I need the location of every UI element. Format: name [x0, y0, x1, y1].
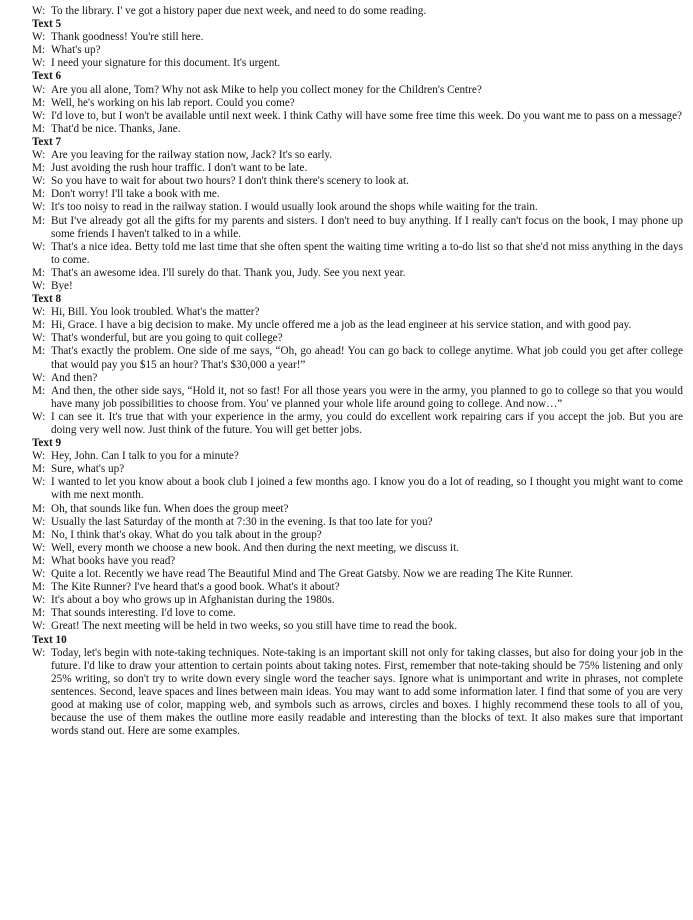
dialogue-text: That'd be nice. Thanks, Jane. [51, 122, 181, 135]
speaker-label: M: [32, 44, 46, 57]
speaker-label: W: [32, 83, 46, 96]
speaker-label: M: [32, 345, 46, 358]
dialogue-line [32, 215, 683, 241]
dialogue-text: Hi, Grace. I have a big decision to make. My uncle offered me a job as the lead engineer at his service station, and with good pay. [51, 319, 632, 332]
speaker-label: W: [32, 240, 46, 253]
speaker-label: W: [32, 371, 46, 384]
speaker-label: M: [32, 214, 46, 227]
speaker-label: W: [32, 31, 46, 44]
dialogue-text: And then, the other side says, “Hold it, not so fast! For all those years you were in the army, you planned to go to college so that you would have many job possibilities to choose from. You' ve planned your whole life around going to college. And now…” [51, 384, 683, 410]
speaker-label: M: [32, 162, 46, 175]
dialogue-line [32, 647, 683, 739]
speaker-label: M: [32, 122, 46, 135]
speaker-label: W: [32, 568, 46, 581]
dialogue-text: What's up? [51, 44, 101, 57]
dialogue-line [32, 110, 683, 123]
dialogue-line [32, 31, 683, 44]
section-heading: Text 9 [32, 437, 62, 450]
speaker-label: M: [32, 188, 46, 201]
dialogue-text: So you have to wait for about two hours? I don't think there's scenery to look at. [51, 175, 409, 188]
speaker-label: W: [32, 450, 46, 463]
speaker-label: W: [32, 476, 46, 489]
speaker-label: W: [32, 57, 46, 70]
dialogue-text: And then? [51, 371, 98, 384]
dialogue-line [32, 280, 683, 293]
dialogue-text: I can see it. It's true that with your experience in the army, you could do excellent work repairing cars if you accept the job. But you are doing very well now. Just think of the future. You will get better jobs. [51, 410, 683, 436]
dialogue-text: Just avoiding the rush hour traffic. I don't want to be late. [51, 162, 308, 175]
dialogue-text: Don't worry! I'll take a book with me. [51, 188, 220, 201]
dialogue-text: Great! The next meeting will be held in two weeks, so you still have time to read the book. [51, 620, 458, 633]
speaker-label: W: [32, 541, 46, 554]
speaker-label: W: [32, 279, 46, 292]
speaker-label: M: [32, 463, 46, 476]
dialogue-line [32, 581, 683, 594]
speaker-label: W: [32, 175, 46, 188]
dialogue-line [32, 385, 683, 411]
dialogue-line [32, 411, 683, 437]
dialogue-line [32, 372, 683, 385]
dialogue-text: Hi, Bill. You look troubled. What's the matter? [51, 306, 260, 319]
speaker-label: W: [32, 410, 46, 423]
speaker-label: W: [32, 109, 46, 122]
dialogue-line [32, 5, 683, 18]
dialogue-text: Oh, that sounds like fun. When does the group meet? [51, 502, 289, 515]
dialogue-line [32, 463, 683, 476]
dialogue-line [32, 542, 683, 555]
dialogue-line [32, 162, 683, 175]
dialogue-line [32, 306, 683, 319]
dialogue-text: That's exactly the problem. One side of me says, “Oh, go ahead! You can go back to college anytime. What job could you get after college that would pay you $15 an hour? That's $30,000 a year!” [51, 345, 683, 371]
dialogue-line [32, 503, 683, 516]
dialogue-text: Sure, what's up? [51, 463, 125, 476]
dialogue-line [32, 201, 683, 214]
dialogue-text: That's an awesome idea. I'll surely do that. Thank you, Judy. See you next year. [51, 266, 406, 279]
speaker-label: M: [32, 554, 46, 567]
dialogue-text: The Kite Runner? I've heard that's a good book. What's it about? [51, 581, 340, 594]
speaker-label: M: [32, 319, 46, 332]
dialogue-text: I'd love to, but I won't be available until next week. I think Cathy will have some free time this week. Do you want me to pass on a message? [51, 109, 682, 122]
speaker-label: W: [32, 201, 46, 214]
dialogue-line [32, 97, 683, 110]
speaker-label: M: [32, 384, 46, 397]
dialogue-text: To the library. I' ve got a history paper due next week, and need to do some reading. [51, 5, 427, 17]
section-heading: Text 5 [32, 18, 62, 31]
dialogue-text: It's too noisy to read in the railway station. I would usually look around the shops while waiting for the train. [51, 201, 538, 214]
dialogue-line [32, 450, 683, 463]
speaker-label: W: [32, 594, 46, 607]
dialogue-text: Bye! [51, 279, 73, 292]
dialogue-text: That's wonderful, but are you going to quit college? [51, 332, 283, 345]
dialogue-line [32, 620, 683, 633]
dialogue-line [32, 123, 683, 136]
dialogue-text: No, I think that's okay. What do you talk about in the group? [51, 528, 322, 541]
speaker-label: W: [32, 5, 46, 17]
dialogue-line [32, 267, 683, 280]
speaker-label: W: [32, 149, 46, 162]
dialogue-text: What books have you read? [51, 554, 176, 567]
dialogue-text: Today, let's begin with note-taking techniques. Note-taking is an important skill not only for taking classes, but also for doing your job in the future. I'd like to draw your attention to certain points about taking notes. First, remember that note-taking should be 75% listening and only 25% writing, so don't try to write down every single word the teacher says. Ignore what is unimportant and write in phrases, not complete sentences. Second, leave spaces and lines between main ideas. You may want to add some information later. I find that some of you are very good at making use of color, mapping web, and symbols such as arrows, circles and boxes. I highly recommend these tools to all of you, because the use of them makes the outline more easily readable and interesting than the blocks of text. It also makes sure that important words stand out. Here are some examples. [51, 646, 683, 738]
dialogue-line [32, 57, 683, 70]
section-heading: Text 6 [32, 70, 62, 83]
speaker-label: M: [32, 581, 46, 594]
dialogue-text: I need your signature for this document. It's urgent. [51, 57, 281, 70]
dialogue-line [32, 607, 683, 620]
dialogue-text: Well, he's working on his lab report. Could you come? [51, 96, 295, 109]
dialogue-text: But I've already got all the gifts for my parents and sisters. I don't need to buy anything. If I really can't focus on the book, I may phone up some friends I haven't talked to in a while. [51, 214, 683, 240]
dialogue-text: Thank goodness! You're still here. [51, 31, 204, 44]
dialogue-text: Quite a lot. Recently we have read The Beautiful Mind and The Great Gatsby. Now we are reading The Kite Runner. [51, 568, 574, 581]
dialogue-text: That's a nice idea. Betty told me last time that she often spent the waiting time writing a to-do list so that she'd not miss anything in the days to come. [51, 240, 683, 266]
dialogue-line [32, 332, 683, 345]
section-heading: Text 8 [32, 293, 62, 306]
dialogue-text: Are you leaving for the railway station now, Jack? It's so early. [51, 149, 333, 162]
speaker-label: M: [32, 607, 46, 620]
dialogue-line [32, 175, 683, 188]
dialogue-line [32, 319, 683, 332]
dialogue-text: I wanted to let you know about a book club I joined a few months ago. I know you do a lot of reading, so I thought you might want to come with me next month. [51, 476, 683, 502]
dialogue-line [32, 345, 683, 371]
dialogue-line [32, 84, 683, 97]
dialogue-line [32, 149, 683, 162]
dialogue-line [32, 44, 683, 57]
dialogue-text: Usually the last Saturday of the month at 7:30 in the evening. Is that too late for you? [51, 515, 433, 528]
dialogue-line [32, 241, 683, 267]
dialogue-text: Are you all alone, Tom? Why not ask Mike to help you collect money for the Children's Centre? [51, 83, 482, 96]
speaker-label: W: [32, 332, 46, 345]
speaker-label: M: [32, 502, 46, 515]
speaker-label: M: [32, 528, 46, 541]
speaker-label: M: [32, 96, 46, 109]
dialogue-line [32, 516, 683, 529]
speaker-label: W: [32, 306, 46, 319]
dialogue-text: Hey, John. Can I talk to you for a minute? [51, 450, 239, 463]
speaker-label: M: [32, 266, 46, 279]
dialogue-text: It's about a boy who grows up in Afghanistan during the 1980s. [51, 594, 335, 607]
dialogue-line [32, 594, 683, 607]
dialogue-line [32, 568, 683, 581]
dialogue-line [32, 188, 683, 201]
dialogue-line [32, 529, 683, 542]
dialogue-line [32, 555, 683, 568]
speaker-label: W: [32, 646, 46, 659]
dialogue-line [32, 476, 683, 502]
section-heading: Text 10 [32, 633, 67, 646]
speaker-label: W: [32, 620, 46, 633]
dialogue-text: Well, every month we choose a new book. And then during the next meeting, we discuss it. [51, 541, 459, 554]
section-heading: Text 7 [32, 135, 62, 148]
speaker-label: W: [32, 515, 46, 528]
dialogue-text: That sounds interesting. I'd love to come. [51, 607, 236, 620]
